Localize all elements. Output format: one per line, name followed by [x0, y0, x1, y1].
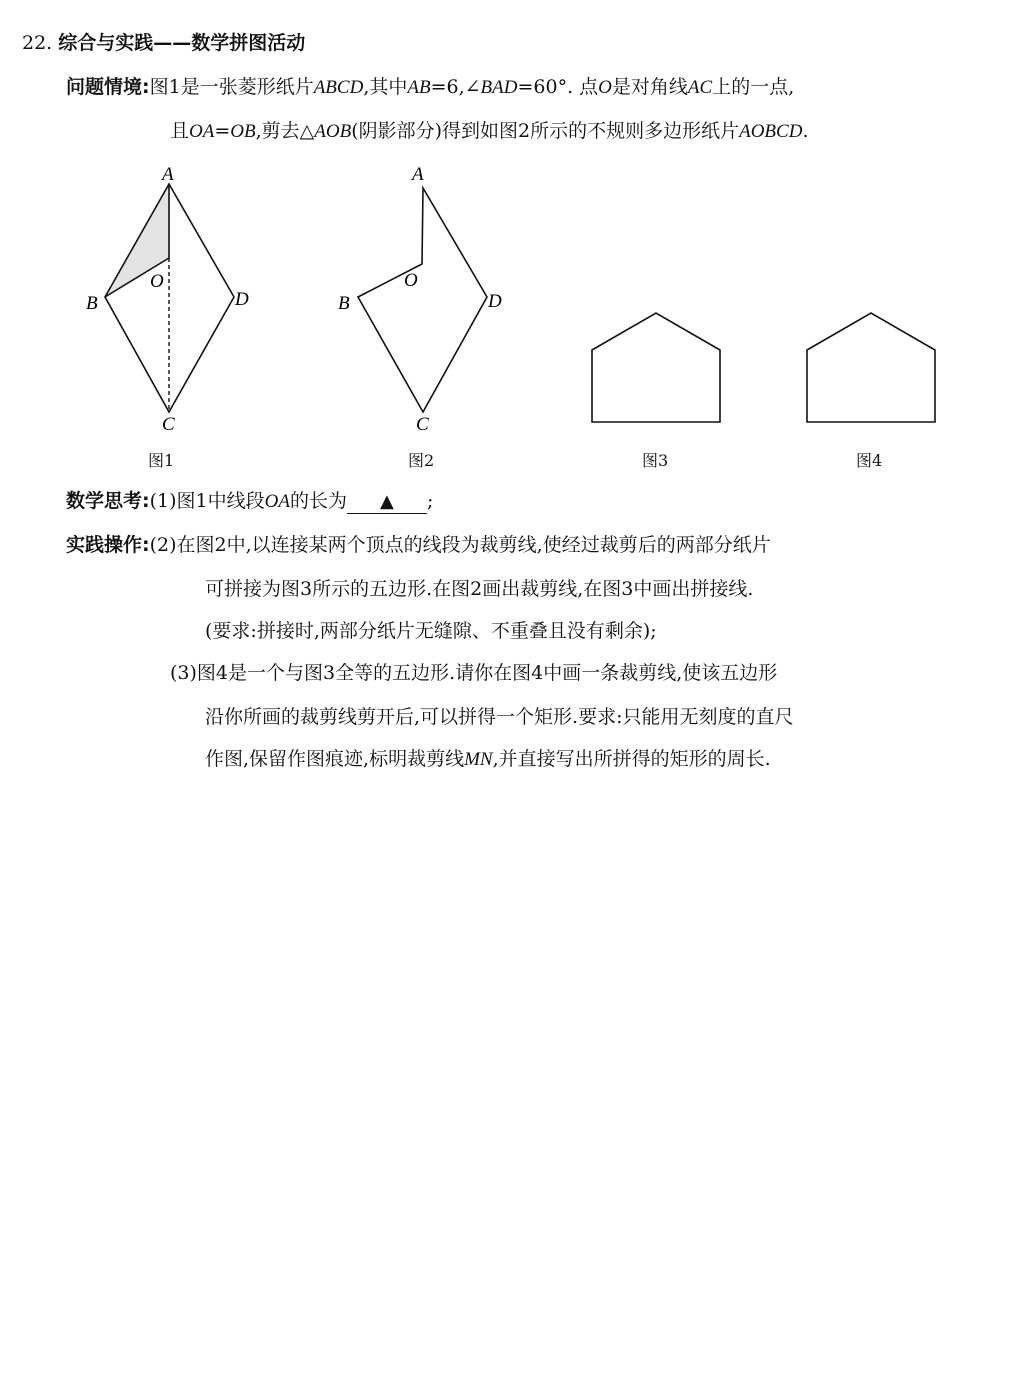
answer-blank[interactable]: ▲ — [347, 491, 427, 514]
practice-text: ,并直接写出所拼得的矩形的周长. — [492, 748, 771, 770]
label-b: B — [86, 293, 98, 314]
label-c: C — [416, 414, 429, 435]
practice-requirement: (要求:拼接时,两部分纸片无缝隙、不重叠且没有剩余); — [205, 620, 657, 642]
thinking-text: ; — [426, 490, 434, 512]
thinking-text: 的长为 — [289, 490, 347, 512]
var-aob: AOB — [314, 121, 352, 142]
thinking-line — [66, 488, 433, 515]
thinking-text: (1)图1中线段 — [149, 490, 265, 512]
practice-text: 可拼接为图3所示的五边形.在图2画出裁剪线,在图3中画出拼接线. — [205, 578, 754, 600]
var-mn: MN — [464, 749, 493, 770]
var-ob: OB — [230, 121, 256, 142]
situation-text: . — [802, 120, 809, 142]
var-oa: OA — [189, 121, 215, 142]
situation-label: 问题情境: — [66, 76, 150, 98]
situation-text: =60°. 点 — [517, 76, 599, 98]
var-aobcd: AOBCD — [739, 121, 803, 142]
question-title: 综合与实践——数学拼图活动 — [58, 32, 306, 54]
practice-line-4 — [170, 660, 777, 686]
question-number: 22. — [22, 32, 53, 54]
var-o: O — [598, 77, 612, 98]
label-d: D — [235, 289, 249, 310]
situation-text: 上的一点, — [712, 76, 795, 98]
practice-line-1 — [66, 532, 771, 558]
situation-text: 是对角线 — [611, 76, 688, 98]
situation-text: = — [214, 120, 231, 142]
figure-1-rhombus — [80, 160, 260, 440]
practice-text: (3)图4是一个与图3全等的五边形.请你在图4中画一条裁剪线,使该五边形 — [170, 662, 778, 684]
figure-2-polygon — [330, 160, 520, 440]
situation-line-2 — [170, 118, 808, 145]
situation-text: ,其中 — [363, 76, 408, 98]
figure-4-pentagon — [800, 305, 945, 430]
label-c: C — [162, 414, 175, 435]
situation-text: ,剪去△ — [255, 120, 315, 142]
figure-2-caption: 图2 — [408, 451, 435, 470]
var-oa: OA — [264, 491, 290, 512]
figure-1-caption: 图1 — [148, 451, 175, 470]
practice-text: 作图,保留作图痕迹,标明裁剪线 — [205, 748, 465, 770]
pentagon-outline — [592, 313, 720, 422]
polygon-aobcd-outline — [358, 188, 487, 412]
figure-3-caption: 图3 — [642, 451, 669, 470]
situation-line-1 — [66, 74, 794, 101]
question-title-line — [22, 30, 305, 56]
situation-text: 图1是一张菱形纸片 — [149, 76, 314, 98]
practice-label: 实践操作: — [66, 534, 150, 556]
situation-text: (阴影部分)得到如图2所示的不规则多边形纸片 — [351, 120, 740, 142]
var-abcd: ABCD — [313, 77, 364, 98]
situation-text: 且 — [170, 120, 190, 142]
practice-line-6 — [205, 746, 771, 773]
practice-text: (2)在图2中,以连接某两个顶点的线段为裁剪线,使经过裁剪后的两部分纸片 — [149, 534, 771, 556]
figure-3-pentagon — [585, 305, 730, 430]
label-a: A — [162, 164, 174, 185]
situation-text: =6,∠ — [430, 76, 481, 98]
thinking-label: 数学思考: — [66, 490, 150, 512]
figure-4-caption: 图4 — [856, 451, 883, 470]
practice-line-3 — [205, 618, 657, 644]
var-ab: AB — [407, 77, 431, 98]
label-o: O — [404, 270, 418, 291]
label-a: A — [412, 164, 424, 185]
practice-text: 沿你所画的裁剪线剪开后,可以拼得一个矩形.要求:只能用无刻度的直尺 — [205, 706, 794, 728]
pentagon-outline — [807, 313, 935, 422]
var-bad: BAD — [480, 77, 518, 98]
label-o: O — [150, 271, 164, 292]
var-ac: AC — [687, 77, 713, 98]
label-d: D — [488, 291, 502, 312]
label-b: B — [338, 293, 350, 314]
practice-line-5 — [205, 704, 793, 730]
practice-line-2 — [205, 576, 753, 602]
